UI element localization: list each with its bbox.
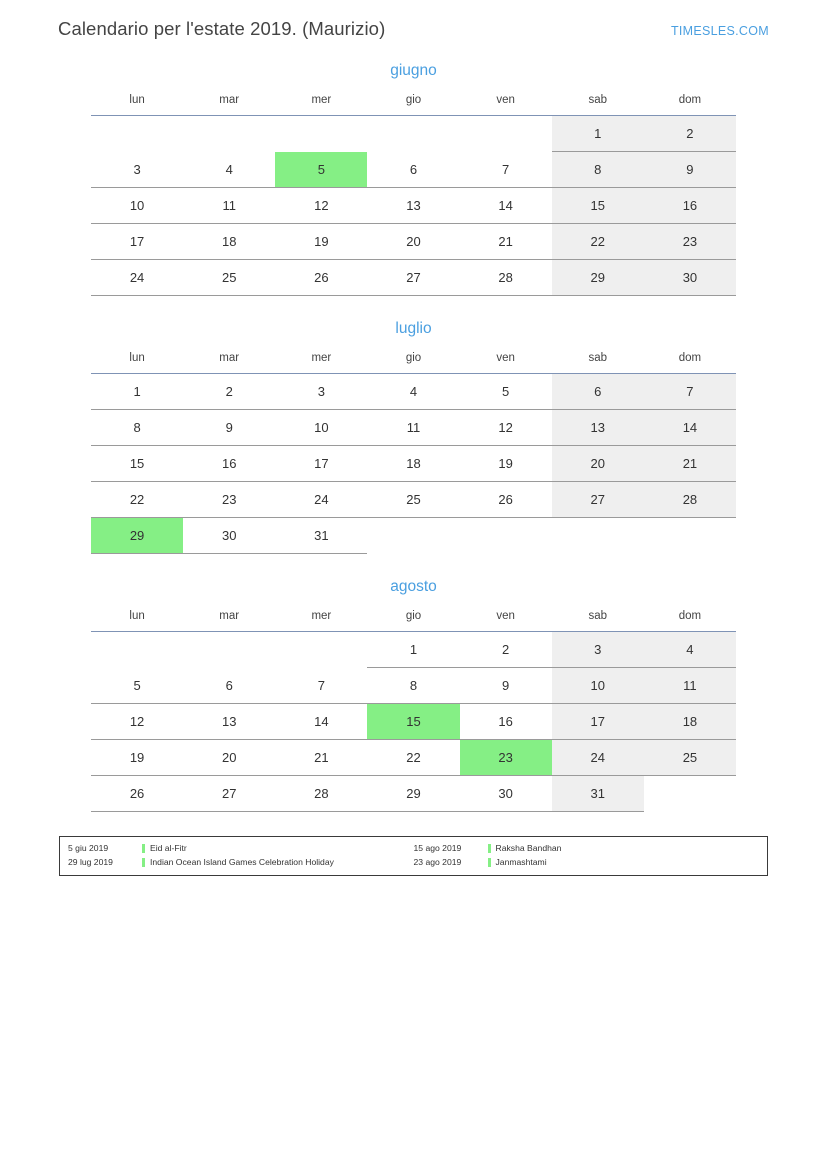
day-cell[interactable] <box>367 188 459 224</box>
day-number: 22 <box>129 492 145 507</box>
month-block <box>91 578 736 812</box>
day-cell[interactable] <box>552 116 644 152</box>
day-cell[interactable] <box>367 482 459 518</box>
day-number: 28 <box>682 492 698 507</box>
day-cell[interactable] <box>367 374 459 410</box>
month-name: giugno <box>390 62 437 79</box>
week-row <box>91 668 736 704</box>
day-cell[interactable] <box>552 632 644 668</box>
day-cell-empty <box>367 518 459 554</box>
day-number: 10 <box>590 678 605 693</box>
day-cell[interactable] <box>644 668 736 704</box>
weekday-header: mer <box>275 94 367 116</box>
week-row <box>91 518 736 554</box>
day-cell[interactable] <box>275 704 367 740</box>
weekday-header: ven <box>460 94 552 116</box>
day-number: 20 <box>406 234 421 249</box>
day-number: 8 <box>594 162 602 177</box>
page-title: Calendario per l'estate 2019. (Maurizio) <box>58 18 386 39</box>
day-number: 15 <box>590 198 605 213</box>
day-cell-empty <box>644 518 736 554</box>
day-cell[interactable] <box>183 188 275 224</box>
day-number: 15 <box>406 714 421 729</box>
day-cell[interactable] <box>91 152 183 188</box>
day-cell[interactable] <box>644 410 736 446</box>
day-number: 15 <box>129 456 145 471</box>
day-number: 6 <box>409 161 418 177</box>
day-number: 9 <box>502 678 510 693</box>
weekday-header: sab <box>552 94 644 116</box>
day-number: 26 <box>129 786 145 801</box>
day-number: 11 <box>222 198 236 213</box>
day-number: 1 <box>133 384 141 399</box>
site-brand[interactable]: TIMESLES.COM <box>670 24 769 38</box>
day-number: 4 <box>225 161 233 177</box>
day-cell[interactable] <box>644 704 736 740</box>
day-cell[interactable] <box>460 446 552 482</box>
weekday-header: mar <box>183 352 275 374</box>
day-number: 17 <box>129 234 145 249</box>
legend-color-swatch <box>488 844 491 853</box>
day-cell[interactable] <box>91 668 183 704</box>
day-cell[interactable] <box>460 188 552 224</box>
day-number: 3 <box>317 384 325 399</box>
day-number: 13 <box>221 714 237 729</box>
day-cell[interactable] <box>460 374 552 410</box>
day-cell[interactable] <box>91 374 183 410</box>
day-cell[interactable] <box>644 116 736 152</box>
day-number: 5 <box>502 384 510 399</box>
day-cell[interactable] <box>367 410 459 446</box>
day-cell[interactable] <box>275 374 367 410</box>
day-number: 10 <box>129 198 145 213</box>
weekday-header: gio <box>367 352 459 374</box>
day-number: 18 <box>221 234 237 249</box>
day-cell[interactable] <box>91 482 183 518</box>
day-number: 4 <box>409 384 418 399</box>
day-number: 12 <box>129 714 145 729</box>
day-cell[interactable] <box>275 260 367 296</box>
day-cell[interactable] <box>367 260 459 296</box>
legend-date: 29 lug 2019 <box>68 857 113 867</box>
day-number: 4 <box>686 642 694 657</box>
week-row <box>91 374 736 410</box>
day-cell[interactable] <box>367 776 459 812</box>
legend-label: Eid al-Fitr <box>150 843 187 853</box>
day-cell[interactable] <box>552 152 644 188</box>
day-number: 27 <box>406 270 421 285</box>
day-cell-empty <box>183 116 275 152</box>
day-number: 6 <box>594 384 602 399</box>
day-cell[interactable] <box>367 632 459 668</box>
day-cell[interactable] <box>552 668 644 704</box>
weekday-header-row <box>91 94 736 116</box>
legend-color-swatch <box>488 858 491 867</box>
day-cell[interactable] <box>275 482 367 518</box>
week-row <box>91 740 736 776</box>
day-cell[interactable] <box>460 410 552 446</box>
day-cell[interactable] <box>183 482 275 518</box>
day-cell[interactable] <box>183 224 275 260</box>
day-number: 5 <box>133 677 141 693</box>
day-cell[interactable] <box>91 260 183 296</box>
day-cell[interactable] <box>183 518 275 554</box>
weekday-header: lun <box>91 352 183 374</box>
day-cell[interactable] <box>552 374 644 410</box>
day-number: 14 <box>314 714 329 729</box>
week-row <box>91 632 736 668</box>
day-cell[interactable] <box>552 188 644 224</box>
day-number: 20 <box>590 456 605 471</box>
weekday-header: ven <box>460 610 552 632</box>
weekday-header: dom <box>644 610 736 632</box>
legend-date: 23 ago 2019 <box>413 857 462 867</box>
day-number: 8 <box>409 678 418 693</box>
day-number: 28 <box>314 786 329 801</box>
weekday-header: dom <box>644 352 736 374</box>
day-cell[interactable] <box>275 776 367 812</box>
legend <box>59 836 768 876</box>
day-cell-empty <box>91 632 183 668</box>
weekday-header: mer <box>275 610 367 632</box>
day-number: 21 <box>498 234 513 249</box>
day-number: 23 <box>498 750 513 765</box>
month-block <box>91 320 736 554</box>
weekday-header: dom <box>644 94 736 116</box>
day-cell-empty <box>460 518 552 554</box>
day-number: 30 <box>221 528 237 543</box>
day-cell-empty <box>183 632 275 668</box>
day-number: 31 <box>314 528 329 543</box>
day-number: 27 <box>221 786 237 801</box>
day-cell-empty <box>275 116 367 152</box>
month-name: luglio <box>395 320 432 337</box>
day-cell[interactable] <box>460 776 552 812</box>
day-number: 25 <box>406 492 421 507</box>
day-cell[interactable] <box>91 188 183 224</box>
day-cell[interactable] <box>644 482 736 518</box>
weekday-header: mar <box>183 610 275 632</box>
day-number: 23 <box>221 492 237 507</box>
day-cell[interactable] <box>644 224 736 260</box>
day-cell-empty <box>91 116 183 152</box>
day-cell[interactable] <box>183 260 275 296</box>
weekday-header: sab <box>552 610 644 632</box>
day-cell[interactable] <box>91 740 183 776</box>
weekday-header: ven <box>460 352 552 374</box>
day-number: 2 <box>502 642 510 657</box>
day-cell[interactable] <box>460 704 552 740</box>
day-cell[interactable] <box>183 704 275 740</box>
legend-label: Janmashtami <box>495 857 547 867</box>
week-row <box>91 224 736 260</box>
week-row <box>91 116 736 152</box>
day-number: 30 <box>498 786 513 801</box>
day-number: 17 <box>590 714 605 729</box>
day-cell[interactable] <box>644 446 736 482</box>
day-cell[interactable] <box>275 224 367 260</box>
weekday-header: lun <box>91 94 183 116</box>
legend-color-swatch <box>142 844 145 853</box>
day-cell[interactable] <box>91 704 183 740</box>
day-number: 1 <box>409 642 418 657</box>
day-cell[interactable] <box>644 374 736 410</box>
day-number: 18 <box>406 456 421 471</box>
weekday-header: mar <box>183 94 275 116</box>
month-grid <box>91 94 736 296</box>
day-number: 21 <box>314 750 329 765</box>
weekday-header: sab <box>552 352 644 374</box>
day-number: 24 <box>314 492 329 507</box>
day-cell[interactable] <box>183 374 275 410</box>
week-row <box>91 446 736 482</box>
day-number: 16 <box>682 198 698 213</box>
page-header <box>58 18 769 40</box>
day-number: 16 <box>221 456 237 471</box>
day-cell[interactable] <box>460 260 552 296</box>
day-number: 13 <box>406 198 421 213</box>
day-number: 17 <box>314 456 329 471</box>
day-number: 6 <box>225 677 233 693</box>
day-cell[interactable] <box>552 410 644 446</box>
day-number: 21 <box>682 456 698 471</box>
day-cell[interactable] <box>552 740 644 776</box>
day-cell[interactable] <box>183 152 275 188</box>
day-cell[interactable] <box>460 668 552 704</box>
day-number: 2 <box>686 126 694 141</box>
day-number: 3 <box>594 642 602 657</box>
day-cell[interactable] <box>367 740 459 776</box>
weekday-header: lun <box>91 610 183 632</box>
day-cell[interactable] <box>460 224 552 260</box>
day-number: 11 <box>683 678 697 693</box>
day-number: 25 <box>682 750 698 765</box>
day-cell[interactable] <box>552 224 644 260</box>
day-number: 14 <box>682 420 698 435</box>
day-cell[interactable] <box>91 776 183 812</box>
week-row <box>91 152 736 188</box>
day-number: 8 <box>133 420 141 435</box>
day-number: 25 <box>221 270 237 285</box>
day-cell[interactable] <box>91 518 183 554</box>
day-cell[interactable] <box>644 632 736 668</box>
week-row <box>91 704 736 740</box>
day-cell[interactable] <box>275 152 367 188</box>
day-cell[interactable] <box>367 668 459 704</box>
day-number: 11 <box>406 420 421 435</box>
day-cell[interactable] <box>275 740 367 776</box>
day-number: 19 <box>498 456 513 471</box>
day-number: 12 <box>498 420 513 435</box>
day-cell[interactable] <box>552 704 644 740</box>
month-grid <box>91 610 736 812</box>
day-cell[interactable] <box>367 152 459 188</box>
weekday-header-row <box>91 352 736 374</box>
day-number: 16 <box>498 714 513 729</box>
day-number: 31 <box>590 786 605 801</box>
day-number: 22 <box>590 234 605 249</box>
day-number: 30 <box>682 270 698 285</box>
day-cell[interactable] <box>183 410 275 446</box>
day-cell[interactable] <box>460 152 552 188</box>
legend-item <box>414 843 760 854</box>
week-row <box>91 776 736 812</box>
day-number: 3 <box>133 161 141 177</box>
week-row <box>91 188 736 224</box>
legend-item <box>414 857 760 868</box>
legend-item <box>68 857 414 868</box>
day-cell[interactable] <box>91 224 183 260</box>
day-number: 29 <box>590 270 605 285</box>
day-cell[interactable] <box>460 632 552 668</box>
day-cell[interactable] <box>460 482 552 518</box>
legend-item <box>68 843 414 854</box>
day-number: 27 <box>590 492 605 507</box>
day-cell[interactable] <box>367 704 459 740</box>
day-number: 19 <box>314 234 329 249</box>
day-number: 20 <box>221 750 237 765</box>
day-cell-empty <box>644 776 736 812</box>
day-cell-empty <box>367 116 459 152</box>
day-number: 9 <box>225 420 233 435</box>
day-cell-empty <box>460 116 552 152</box>
day-cell[interactable] <box>183 776 275 812</box>
day-cell[interactable] <box>183 446 275 482</box>
day-number: 14 <box>498 198 513 213</box>
week-row <box>91 410 736 446</box>
day-number: 19 <box>129 750 145 765</box>
day-number: 9 <box>686 162 694 177</box>
legend-column-left <box>68 843 414 868</box>
day-cell[interactable] <box>552 446 644 482</box>
legend-label: Indian Ocean Island Games Celebration Holiday <box>150 857 334 867</box>
day-cell[interactable] <box>275 410 367 446</box>
month-grid <box>91 352 736 554</box>
legend-label: Raksha Bandhan <box>495 843 562 853</box>
day-cell[interactable] <box>367 446 459 482</box>
day-cell[interactable] <box>91 410 183 446</box>
day-number: 26 <box>498 492 513 507</box>
day-number: 29 <box>129 528 145 543</box>
day-cell[interactable] <box>275 188 367 224</box>
week-row <box>91 482 736 518</box>
months-container <box>58 62 769 812</box>
legend-color-swatch <box>142 858 145 867</box>
day-number: 29 <box>406 786 421 801</box>
day-number: 23 <box>682 234 698 249</box>
day-cell[interactable] <box>275 518 367 554</box>
day-number: 24 <box>590 750 605 765</box>
day-cell[interactable] <box>275 446 367 482</box>
week-row <box>91 260 736 296</box>
day-number: 7 <box>686 384 694 399</box>
day-number: 24 <box>129 270 145 285</box>
day-cell[interactable] <box>552 260 644 296</box>
day-cell[interactable] <box>183 740 275 776</box>
weekday-header: mer <box>275 352 367 374</box>
legend-column-right <box>414 843 760 868</box>
day-number: 7 <box>317 677 325 693</box>
day-number: 26 <box>314 270 329 285</box>
day-cell[interactable] <box>552 776 644 812</box>
day-cell[interactable] <box>644 260 736 296</box>
day-cell[interactable] <box>367 224 459 260</box>
legend-date: 15 ago 2019 <box>413 843 462 853</box>
day-cell[interactable] <box>644 188 736 224</box>
day-cell[interactable] <box>91 446 183 482</box>
weekday-header: gio <box>367 610 459 632</box>
day-number: 18 <box>682 714 698 729</box>
legend-date: 5 giu 2019 <box>68 843 109 853</box>
day-cell[interactable] <box>460 740 552 776</box>
day-number: 2 <box>225 384 233 399</box>
weekday-header: gio <box>367 94 459 116</box>
day-cell[interactable] <box>552 482 644 518</box>
day-cell[interactable] <box>644 152 736 188</box>
day-number: 7 <box>502 161 510 177</box>
day-number: 22 <box>406 750 421 765</box>
day-cell-empty <box>275 632 367 668</box>
day-number: 1 <box>594 126 602 141</box>
day-number: 13 <box>590 420 605 435</box>
day-cell[interactable] <box>644 740 736 776</box>
day-cell-empty <box>552 518 644 554</box>
day-cell[interactable] <box>183 668 275 704</box>
weekday-header-row <box>91 610 736 632</box>
day-number: 10 <box>314 420 329 435</box>
month-block <box>91 62 736 296</box>
day-cell[interactable] <box>275 668 367 704</box>
day-number: 28 <box>498 270 513 285</box>
day-number: 12 <box>314 198 329 213</box>
month-name: agosto <box>390 578 437 595</box>
day-number: 5 <box>317 161 325 177</box>
